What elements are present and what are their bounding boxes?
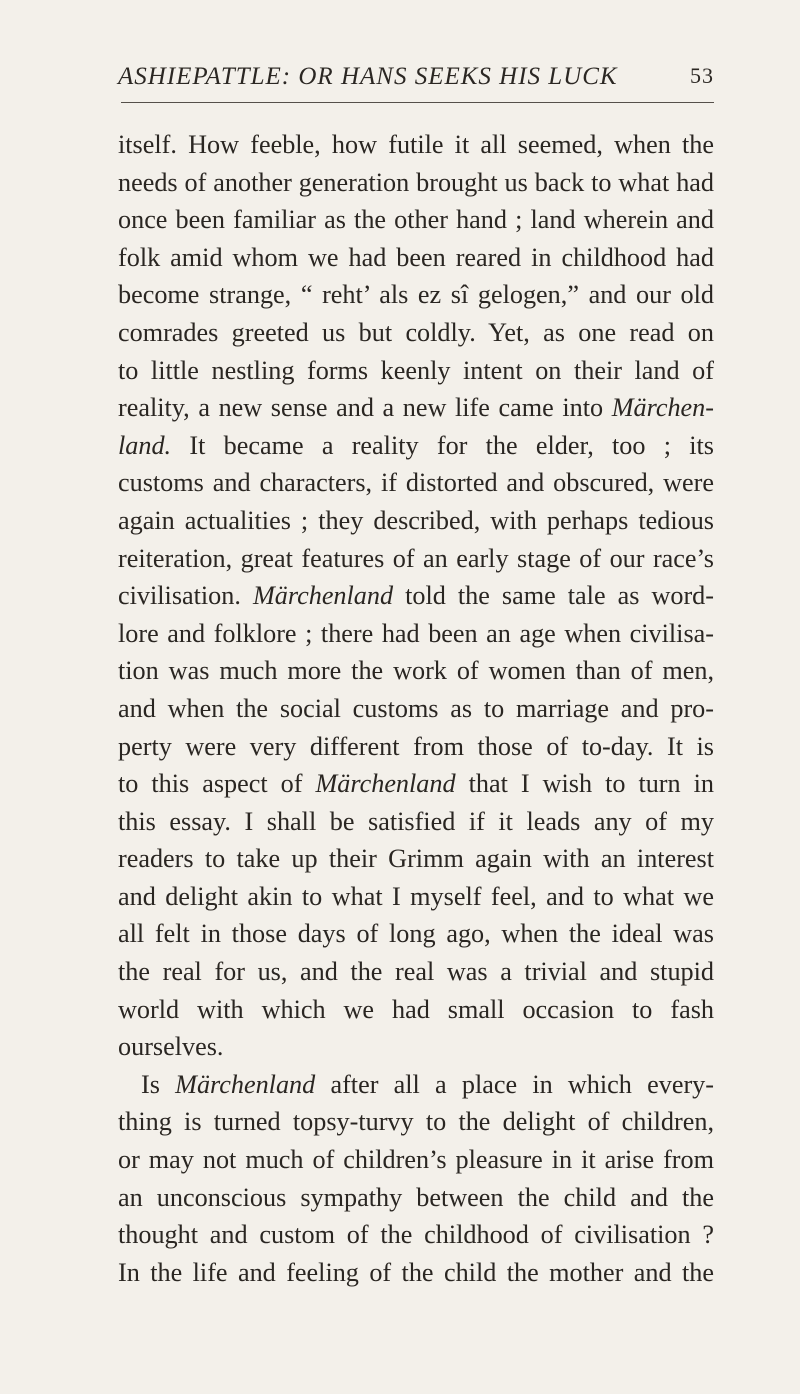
text-line xyxy=(118,577,714,615)
text-line: tion was much more the work of women than of men, xyxy=(118,656,714,686)
text-run: Is xyxy=(141,1069,176,1099)
text-line: and delight akin to what I myself feel, and to what we xyxy=(118,881,714,911)
text-line: ourselves. xyxy=(118,1032,224,1062)
text-line: become strange, “ reht’ als ez sî gelogen,” and our old xyxy=(118,280,714,310)
body-text xyxy=(118,126,714,1291)
text-run: told the same tale as word- xyxy=(393,581,714,611)
text-line: perty were very different from those of to-day. It is xyxy=(118,731,714,761)
text-line: again actualities ; they described, with perhaps tedious xyxy=(118,505,714,535)
text-line: reiteration, great features of an early stage of our race’s xyxy=(118,543,714,573)
italic-title: land. xyxy=(118,430,172,460)
italic-title: Märchen- xyxy=(611,393,714,423)
text-run: It became a reality for the elder, too ; its xyxy=(171,430,714,460)
text-line xyxy=(118,427,714,465)
text-run: civilisation. xyxy=(118,581,253,611)
text-run: after all a place in which every- xyxy=(315,1069,714,1099)
header-rule xyxy=(121,102,714,103)
text-line: In the life and feeling of the child the mother and the xyxy=(118,1257,714,1287)
text-line: and when the social customs as to marriage and pro- xyxy=(118,693,714,723)
text-line: this essay. I shall be satisfied if it leads any of my xyxy=(118,806,714,836)
text-line: or may not much of children’s pleasure in it arise from xyxy=(118,1145,714,1175)
italic-title: Märchenland xyxy=(175,1069,316,1099)
text-line: thing is turned topsy-turvy to the delight of children, xyxy=(118,1107,714,1137)
text-line: folk amid whom we had been reared in childhood had xyxy=(118,242,714,272)
text-run: reality, a new sense and a new life came into xyxy=(118,393,612,423)
text-line xyxy=(118,765,714,803)
page-number: 53 xyxy=(690,63,714,88)
text-run: that I wish to turn in xyxy=(455,769,714,799)
text-run: to this aspect of xyxy=(118,769,316,799)
text-line: once been familiar as the other hand ; land wherein and xyxy=(118,205,714,235)
text-line: to little nestling forms keenly intent on their land of xyxy=(118,355,714,385)
text-line: needs of another generation brought us back to what had xyxy=(118,167,714,197)
text-line xyxy=(118,389,714,427)
running-title: ASHIEPATTLE: OR HANS SEEKS HIS LUCK xyxy=(118,63,618,90)
italic-title: Märchenland xyxy=(252,581,394,611)
text-line xyxy=(118,1066,714,1104)
text-line: customs and characters, if distorted and obscured, were xyxy=(118,468,714,498)
text-line: thought and custom of the childhood of civilisation ? xyxy=(118,1220,714,1250)
text-line: an unconscious sympathy between the child and the xyxy=(118,1182,714,1212)
text-line: all felt in those days of long ago, when the ideal was xyxy=(118,919,714,949)
text-line: comrades greeted us but coldly. Yet, as one read on xyxy=(118,317,714,347)
italic-title: Märchenland xyxy=(315,769,456,799)
text-line: lore and folklore ; there had been an age when civilisa- xyxy=(118,618,714,648)
text-line: readers to take up their Grimm again with an interest xyxy=(118,844,714,874)
text-line: world with which we had small occasion to fash xyxy=(118,994,714,1024)
text-line: itself. How feeble, how futile it all seemed, when the xyxy=(118,130,714,159)
text-line: the real for us, and the real was a trivial and stupid xyxy=(118,957,714,987)
